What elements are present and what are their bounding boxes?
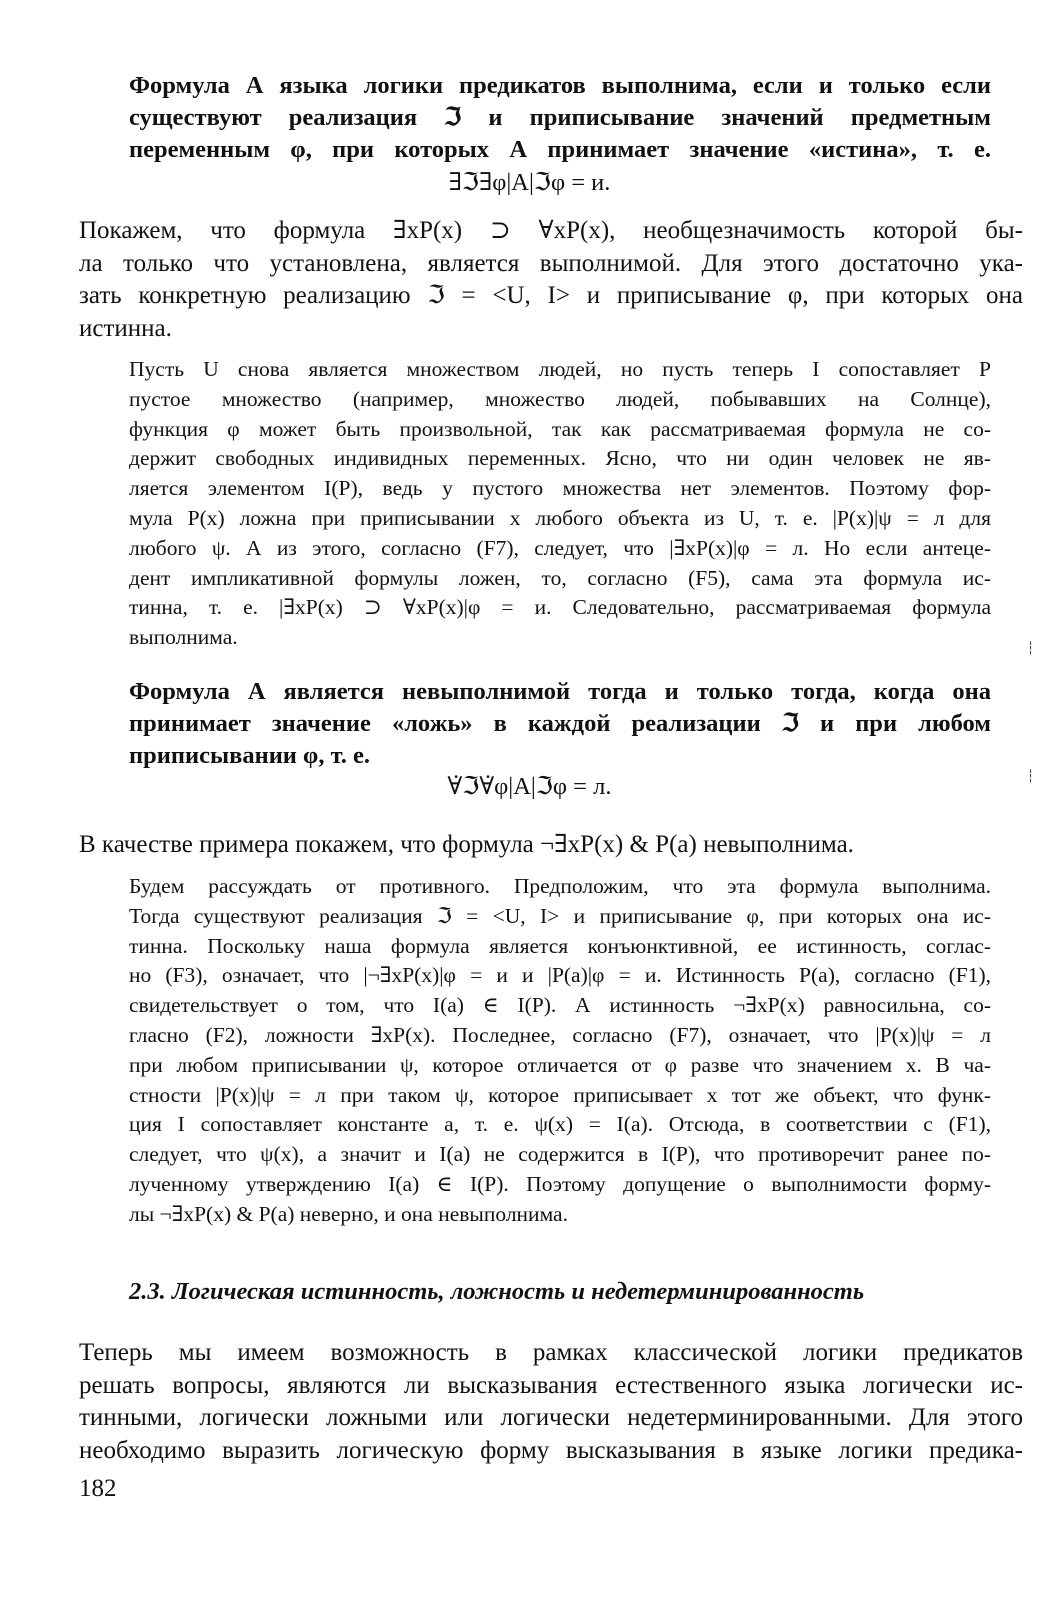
text-line: тинна, т. е. |∃xP(x) ⊃ ∀xP(x)|φ = и. Следовательно, рассматриваемая формула [129, 595, 991, 620]
text-line: при любом приписывании ψ, которое отличается от φ разве что значением x. В ча- [129, 1052, 991, 1077]
text-line: Будем рассуждать от противного. Предположим, что эта формула выполнима. [129, 874, 991, 898]
scan-margin-mark: ┆ [1027, 641, 1035, 655]
proof-unsatisfiable [129, 872, 991, 1230]
text-line: необходимо выразить логическую форму высказывания в языке логики предика- [79, 1436, 1023, 1464]
proof-satisfiable [129, 355, 991, 653]
text-line: пустое множество (например, множество людей, побывавших на Солнце), [129, 386, 991, 411]
paragraph-section-intro [79, 1337, 1023, 1467]
formula-unsatisfiable: ∀̇ℑ∀̇φ|A|ℑφ = л. [447, 773, 612, 800]
text-line: но (F3), означает, что |¬∃xP(x)|φ = и и |P(a)|φ = и. Истинность P(a), согласно (F1), [129, 963, 991, 988]
text-line: держит свободных индивидных переменных. Ясно, что ни один человек не яв- [129, 446, 991, 471]
text-line: лученному утверждению I(a) ∈ I(P). Поэтому допущение о выполнимости форму- [129, 1171, 991, 1196]
text-line: функция φ может быть произвольной, так как рассматриваемая формула не со- [129, 416, 991, 441]
text-line: существуют реализация ℑ и приписывание значений предметным [129, 104, 991, 131]
text-line: Формула А является невыполнимой тогда и только тогда, когда она [129, 678, 991, 705]
definition-satisfiable [129, 70, 991, 166]
text-line: любого ψ. А из этого, согласно (F7), следует, что |∃xP(x)|φ = л. Но если антеце- [129, 535, 991, 560]
text-line: ляется элементом I(P), ведь у пустого множества нет элементов. Поэтому фор- [129, 476, 991, 501]
text-line: приписывании φ, т. е. [129, 742, 371, 769]
text-line: тинна. Поскольку наша формула является конъюнктивной, ее истинность, соглас- [129, 933, 991, 958]
text-line: лы ¬∃xP(x) & P(a) неверно, и она невыполнима. [129, 1201, 568, 1226]
text-line: следует, что ψ(x), а значит и I(a) не содержится в I(P), что противоречит ранее по- [129, 1142, 991, 1167]
text-line: ла только что установлена, является выполнимой. Для этого достаточно ука- [79, 249, 1023, 277]
text-line: свидетельствует о том, что I(a) ∈ I(P). А истинность ¬∃xP(x) равносильна, со- [129, 993, 991, 1018]
paragraph-example-satisfiable [79, 215, 1023, 345]
text-line: выполнима. [129, 625, 238, 650]
definition-unsatisfiable [129, 676, 991, 772]
text-line: гласно (F2), ложности ∃xP(x). Последнее, согласно (F7), означает, что |P(x)|ψ = л [129, 1022, 991, 1047]
page-number: 182 [79, 1475, 117, 1502]
text-line: Теперь мы имеем возможность в рамках классической логики предикатов [79, 1339, 1023, 1366]
text-line: В качестве примера покажем, что формула ¬∃xP(x) & P(a) невыполнима. [79, 831, 854, 858]
formula-satisfiable: ∃ℑ∃φ|A|ℑφ = и. [448, 169, 611, 196]
text-line: тинными, логически ложными или логически недетерминированными. Для этого [79, 1404, 1023, 1431]
text-line: переменным φ, при которых А принимает значение «истина», т. е. [129, 136, 991, 163]
text-line: мула P(x) ложна при приписывании x любого объекта из U, т. е. |P(x)|ψ = л для [129, 505, 991, 530]
paragraph-example-unsatisfiable [79, 829, 1023, 862]
text-line: истинна. [79, 314, 172, 342]
text-line: ция I сопоставляет константе a, т. е. ψ(x) = I(a). Отсюда, в соответствии с (F1), [129, 1112, 991, 1137]
scan-margin-mark: ┆ [1027, 769, 1035, 783]
text-line: Покажем, что формула ∃xP(x) ⊃ ∀xP(x), необщезначимость которой бы- [79, 217, 1023, 244]
text-line: принимает значение «ложь» в каждой реализации ℑ и при любом [129, 710, 991, 737]
text-line: Формула А языка логики предикатов выполнима, если и только если [129, 72, 991, 99]
text-line: Пусть U снова является множеством людей, но пусть теперь I сопоставляет P [129, 357, 991, 381]
text-line: Тогда существуют реализация ℑ = <U, I> и приписывание φ, при которых она ис- [129, 903, 991, 928]
section-heading: 2.3. Логическая истинность, ложность и недетерминированность [129, 1278, 865, 1305]
text-line: зать конкретную реализацию ℑ = <U, I> и приписывание φ, при которых она [79, 282, 1023, 309]
text-line: дент импликативной формулы ложен, то, согласно (F5), сама эта формула ис- [129, 565, 991, 590]
text-line: решать вопросы, являются ли высказывания естественного языка логически ис- [79, 1371, 1023, 1399]
text-line: стности |P(x)|ψ = л при таком ψ, которое приписывает x тот же объект, что функ- [129, 1082, 991, 1107]
